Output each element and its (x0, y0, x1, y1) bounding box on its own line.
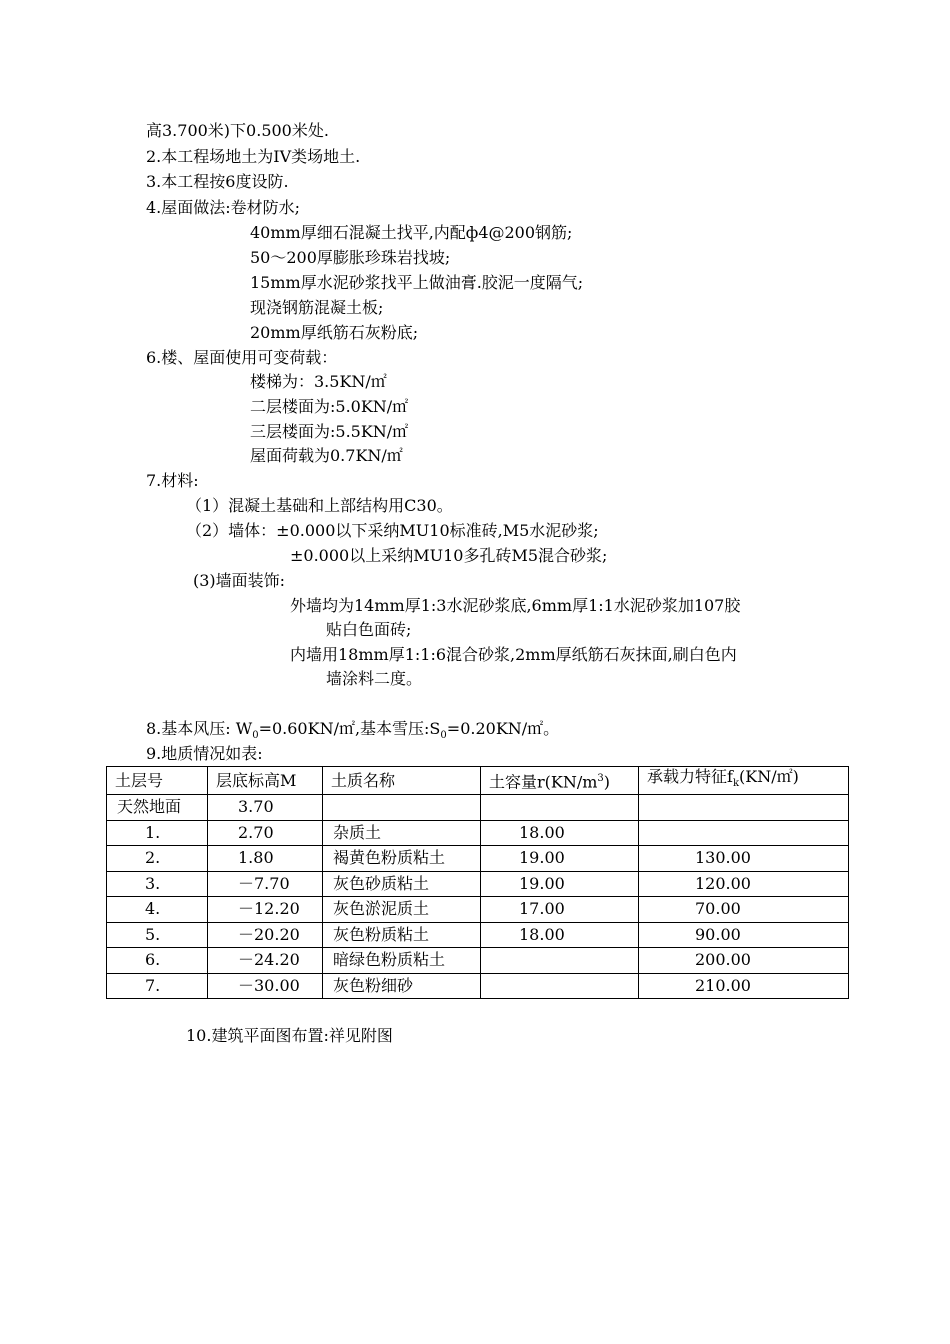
cell-bearing (639, 795, 849, 821)
text-line: (3)墙面装饰: (193, 571, 286, 590)
cell-bearing: 210.00 (639, 973, 849, 999)
cell-elevation: －7.70 (208, 871, 323, 897)
table-row (107, 922, 849, 948)
cell-bearing (639, 820, 849, 846)
cell-elevation: 3.70 (208, 795, 323, 821)
cell-bearing: 200.00 (639, 948, 849, 974)
text-line: （2）墙体：±0.000以下采纳MU10标准砖,M5水泥砂浆; (186, 521, 599, 540)
text-line: 内墙用18mm厚1:1:6混合砂浆,2mm厚纸筋石灰抹面,刷白色内 (290, 645, 737, 664)
cell-layer: 5. (107, 922, 208, 948)
cell-layer: 1. (107, 820, 208, 846)
text-line: 40mm厚细石混凝土找平,内配ф4@200钢筋; (250, 223, 573, 242)
cell-elevation: －30.00 (208, 973, 323, 999)
text-line: 楼梯为：3.5KN/㎡ (250, 372, 387, 391)
cell-bearing: 120.00 (639, 871, 849, 897)
cell-layer: 6. (107, 948, 208, 974)
cell-weight: 18.00 (481, 922, 639, 948)
cell-soil: 褐黄色粉质粘土 (323, 846, 481, 872)
cell-soil: 灰色淤泥质土 (323, 897, 481, 923)
cell-layer: 2. (107, 846, 208, 872)
cell-soil: 灰色砂质粘土 (323, 871, 481, 897)
wind-snow-pressure-line: 8.基本风压: $W_0=0.60KN/㎡$,基本雪压$:S_0=0.20KN/㎡$。 (146, 719, 560, 742)
table-row (107, 820, 849, 846)
cell-elevation: －24.20 (208, 948, 323, 974)
geology-table (106, 766, 849, 999)
text-line: 10.建筑平面图布置:祥见附图 (186, 1026, 393, 1045)
text-line: 9.地质情况如表: (146, 744, 263, 763)
cell-weight (481, 948, 639, 974)
cell-soil: 杂质土 (323, 820, 481, 846)
cell-bearing: 70.00 (639, 897, 849, 923)
text-line: 50～200厚膨胀珍珠岩找坡; (250, 248, 451, 267)
table-row (107, 846, 849, 872)
text-line: ±0.000以上采纳MU10多孔砖M5混合砂浆; (290, 546, 608, 565)
cell-elevation: －20.20 (208, 922, 323, 948)
text-line: 高3.700米)下0.500米处. (146, 121, 329, 140)
table-row (107, 795, 849, 821)
text-line: （1）混凝土基础和上部结构用C30。 (186, 496, 453, 515)
text-line: 20mm厚纸筋石灰粉底; (250, 323, 419, 342)
text-line: 15mm厚水泥砂浆找平上做油膏.胶泥一度隔气; (250, 273, 584, 292)
cell-elevation: －12.20 (208, 897, 323, 923)
text-line: 外墙均为14mm厚1:3水泥砂浆底,6mm厚1:1水泥砂浆加107胶 (290, 596, 741, 615)
cell-soil (323, 795, 481, 821)
text-line: 贴白色面砖; (326, 620, 412, 639)
cell-elevation: 1.80 (208, 846, 323, 872)
text-line: 4.屋面做法:卷材防水; (146, 198, 301, 217)
text-line: 墙涂料二度。 (326, 669, 423, 688)
cell-soil: 灰色粉质粘土 (323, 922, 481, 948)
cell-layer: 3. (107, 871, 208, 897)
text-line: 二层楼面为:5.0KN/㎡ (250, 397, 409, 416)
table-row (107, 897, 849, 923)
text-line: 三层楼面为:5.5KN/㎡ (250, 422, 409, 441)
text-line: 现浇钢筋混凝土板; (250, 298, 384, 317)
cell-weight: 19.00 (481, 871, 639, 897)
table-row (107, 948, 849, 974)
text-line: 3.本工程按6度设防. (146, 172, 289, 191)
cell-bearing: 130.00 (639, 846, 849, 872)
header-unit-weight: 土容量$r(KN/m^3)$ (481, 767, 639, 795)
text-line: 6.楼、屋面使用可变荷载： (146, 348, 338, 367)
cell-weight: 18.00 (481, 820, 639, 846)
cell-elevation: 2.70 (208, 820, 323, 846)
cell-weight (481, 795, 639, 821)
cell-weight (481, 973, 639, 999)
cell-bearing: 90.00 (639, 922, 849, 948)
cell-soil: 灰色粉细砂 (323, 973, 481, 999)
header-layer: 土层号 (107, 767, 208, 795)
table-row (107, 871, 849, 897)
header-elevation: 层底标高M (208, 767, 323, 795)
cell-soil: 暗绿色粉质粘土 (323, 948, 481, 974)
header-soil-name: 土质名称 (323, 767, 481, 795)
cell-layer: 天然地面 (107, 795, 208, 821)
cell-weight: 19.00 (481, 846, 639, 872)
cell-weight: 17.00 (481, 897, 639, 923)
text-line: 屋面荷载为0.7KN/㎡ (250, 446, 403, 465)
text-line: 2.本工程场地土为IV类场地土. (146, 147, 361, 166)
cell-layer: 7. (107, 973, 208, 999)
table-header-row (107, 767, 849, 795)
text-line: 7.材料: (146, 471, 199, 490)
table-row (107, 973, 849, 999)
header-bearing-capacity: 承载力特征$f_k(KN/㎡)$ (639, 767, 849, 795)
cell-layer: 4. (107, 897, 208, 923)
